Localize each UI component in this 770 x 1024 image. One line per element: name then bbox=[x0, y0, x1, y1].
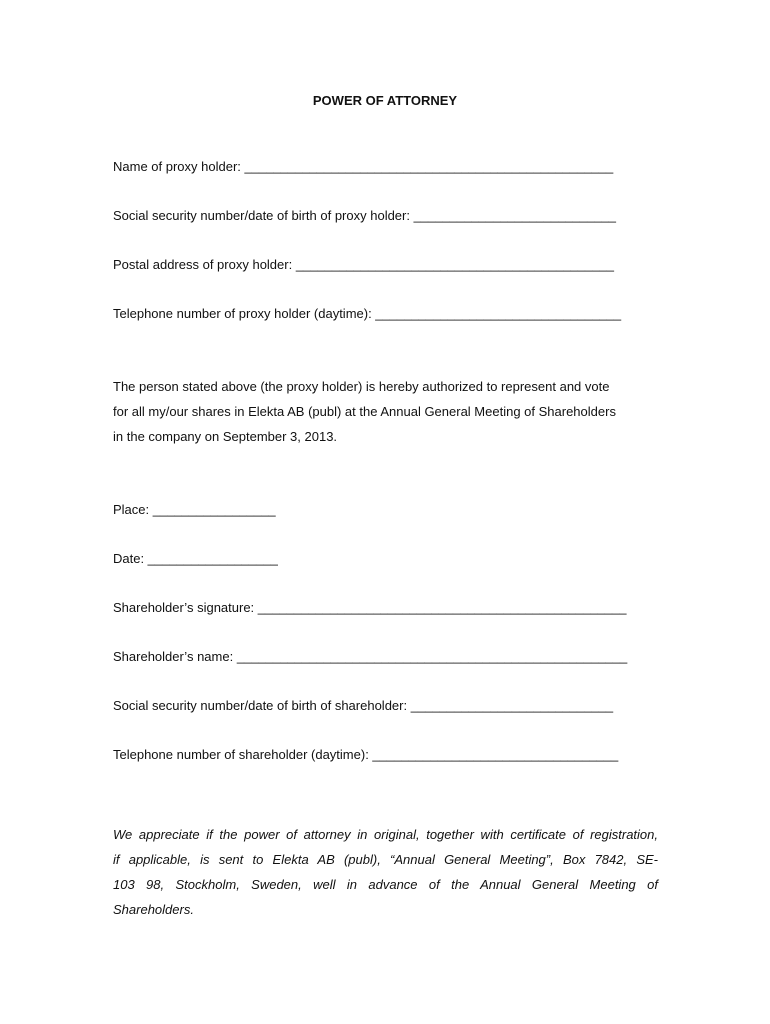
note-line: Shareholders. bbox=[113, 902, 194, 917]
authorization-line: for all my/our shares in Elekta AB (publ) at the Annual General Meeting of Shareholders bbox=[113, 404, 616, 419]
shareholder-telephone-field: Telephone number of shareholder (daytime): __________________________________ bbox=[113, 747, 619, 762]
place-field: Place: _________________ bbox=[113, 502, 276, 517]
proxy-name-field: Name of proxy holder: ___________________________________________________ bbox=[113, 159, 614, 174]
date-field: Date: __________________ bbox=[113, 551, 278, 566]
note-line: if applicable, is sent to Elekta AB (publ), “Annual General Meeting”, Box 7842, SE- bbox=[113, 852, 658, 867]
document-title: POWER OF ATTORNEY bbox=[312, 93, 458, 108]
authorization-line: in the company on September 3, 2013. bbox=[113, 429, 338, 444]
shareholder-signature-field: Shareholder’s signature: ___________________________________________________ bbox=[113, 600, 627, 615]
authorization-line: The person stated above (the proxy holder) is hereby authorized to represent and vote bbox=[113, 379, 610, 394]
proxy-address-field: Postal address of proxy holder: ____________________________________________ bbox=[113, 257, 614, 272]
return-instructions-note bbox=[113, 822, 658, 922]
authorization-paragraph bbox=[113, 374, 658, 449]
shareholder-ssn-field: Social security number/date of birth of shareholder: ____________________________ bbox=[113, 698, 614, 713]
proxy-telephone-field: Telephone number of proxy holder (daytime): __________________________________ bbox=[113, 306, 622, 321]
note-line: 103 98, Stockholm, Sweden, well in advance of the Annual General Meeting of bbox=[113, 877, 658, 892]
proxy-ssn-field: Social security number/date of birth of proxy holder: ____________________________ bbox=[113, 208, 617, 223]
shareholder-name-field: Shareholder’s name: ______________________________________________________ bbox=[113, 649, 628, 664]
note-line: We appreciate if the power of attorney in original, together with certificate of registration, bbox=[113, 827, 658, 842]
